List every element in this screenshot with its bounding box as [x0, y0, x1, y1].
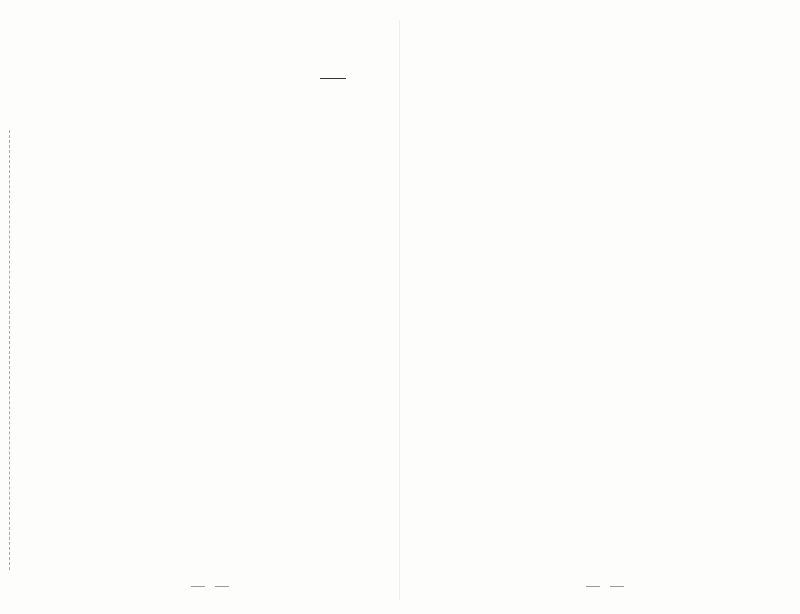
score-blank[interactable] — [320, 78, 346, 79]
score-field[interactable] — [320, 72, 346, 81]
page-number — [420, 581, 790, 590]
binding-margin — [0, 0, 20, 614]
cut-line — [9, 130, 10, 570]
page-2 — [420, 0, 790, 614]
page-1 — [20, 0, 400, 614]
page-number — [20, 581, 400, 590]
